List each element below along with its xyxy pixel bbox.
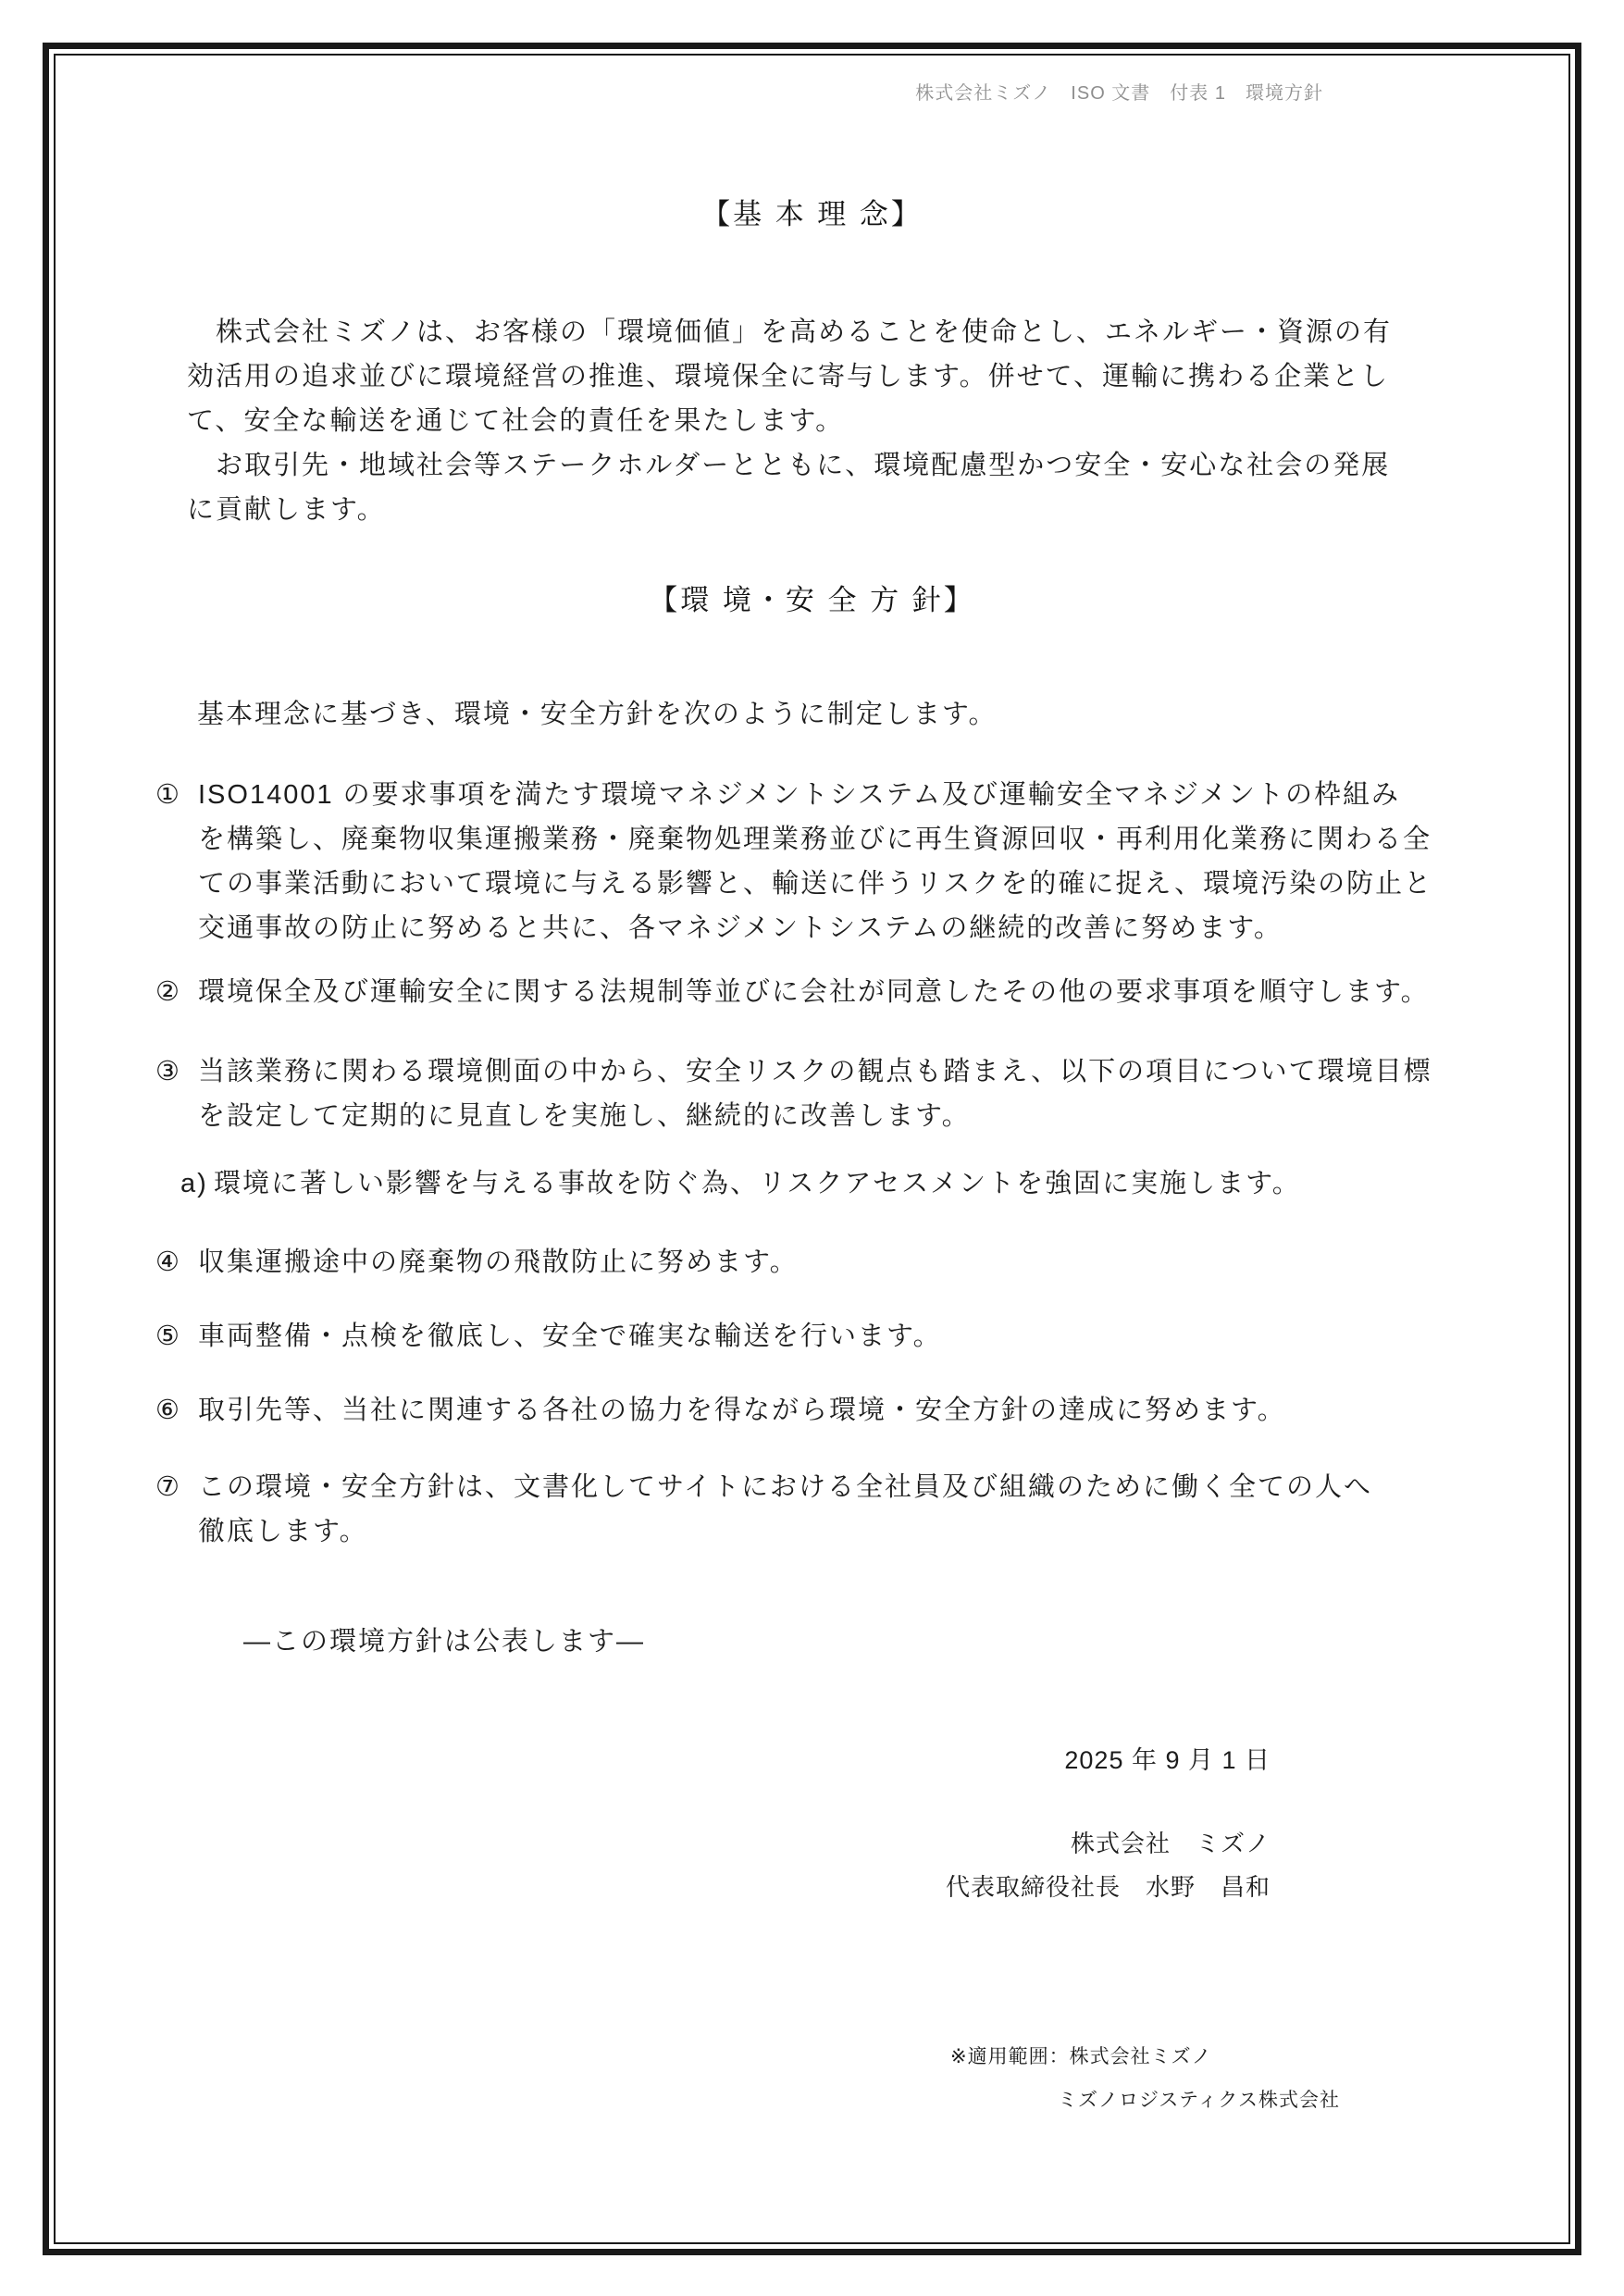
policy-item-3-line: を設定して定期的に見直しを実施し、継続的に改善します。 xyxy=(198,1101,971,1131)
publish-note: ―この環境方針は公表します― xyxy=(243,1627,646,1657)
policy-item-7-marker: ⑦ xyxy=(155,1472,181,1502)
basic-philosophy-paragraph xyxy=(187,310,1392,532)
policy-intro: 基本理念に基づき、環境・安全方針を次のように制定します。 xyxy=(197,700,998,729)
policy-item-6 xyxy=(155,1388,1286,1433)
policy-item-3a-line: 環境に著しい影響を与える事故を防ぐ為、リスクアセスメントを強固に実施します。 xyxy=(214,1169,1301,1198)
policy-item-1-marker: ① xyxy=(155,780,181,810)
policy-item-2-line: 環境保全及び運輸安全に関する法規制等並びに会社が同意したその他の要求事項を順守します。 xyxy=(198,977,1430,1007)
policy-item-1-line: ての事業活動において環境に与える影響と、輸送に伴うリスクを的確に捉え、環境汚染の防止と xyxy=(198,869,1433,899)
basic-philosophy-title: 【基 本 理 念】 xyxy=(701,198,923,230)
policy-item-5-marker: ⑤ xyxy=(155,1322,181,1351)
policy-item-6-marker: ⑥ xyxy=(155,1396,181,1425)
signoff-company: 株式会社 ミズノ xyxy=(1070,1830,1271,1857)
policy-item-3-line: 当該業務に関わる環境側面の中から、安全リスクの観点も踏まえ、以下の項目について環境目標 xyxy=(198,1057,1432,1086)
policy-item-7-line: 徹底します。 xyxy=(198,1517,368,1546)
policy-item-1-line: 交通事故の防止に努めると共に、各マネジメントシステムの継続的改善に努めます。 xyxy=(198,913,1283,943)
policy-item-4-line: 収集運搬途中の廃棄物の飛散防止に努めます。 xyxy=(198,1247,799,1277)
signoff-date: 2025 年 9 月 1 日 xyxy=(1064,1746,1271,1774)
policy-item-4 xyxy=(155,1240,799,1285)
policy-item-4-marker: ④ xyxy=(155,1247,181,1277)
paragraph-line: に貢献します。 xyxy=(187,495,386,525)
policy-item-7-line: この環境・安全方針は、文書化してサイトにおける全社員及び組織のために働く全ての人へ xyxy=(198,1472,1372,1502)
document-header-label: 株式会社ミズノ ISO 文書 付表 1 環境方針 xyxy=(915,83,1323,104)
policy-title: 【環 境・安 全 方 針】 xyxy=(649,584,975,616)
policy-item-3a xyxy=(180,1161,1301,1206)
policy-item-5 xyxy=(155,1314,942,1359)
scope-note-line2: ミズノロジスティクス株式会社 xyxy=(1058,2090,1341,2111)
policy-item-7 xyxy=(155,1465,1372,1554)
policy-item-3a-marker: a) xyxy=(180,1169,208,1198)
paragraph-line: 効活用の追求並びに環境経営の推進、環境保全に寄与します。併せて、運輸に携わる企業とし xyxy=(187,362,1390,391)
paragraph-line: て、安全な輸送を通じて社会的責任を果たします。 xyxy=(187,406,845,436)
scope-note-line1: ※適用範囲：株式会社ミズノ xyxy=(950,2046,1212,2067)
policy-item-3-marker: ③ xyxy=(155,1057,181,1086)
policy-item-1 xyxy=(155,773,1432,950)
policy-item-3 xyxy=(155,1049,1432,1138)
policy-item-1-line: ISO14001 の要求事項を満たす環境マネジメントシステム及び運輸安全マネジメントの枠組み xyxy=(198,780,1401,810)
policy-item-2 xyxy=(155,970,1430,1014)
paragraph-line: 株式会社ミズノは、お客様の「環境価値」を高めることを使命とし、エネルギー・資源の有 xyxy=(187,317,1393,347)
signoff-president: 代表取締役社長 水野 昌和 xyxy=(945,1873,1271,1901)
policy-item-5-line: 車両整備・点検を徹底し、安全で確実な輸送を行います。 xyxy=(198,1322,942,1351)
policy-item-1-line: を構築し、廃棄物収集運搬業務・廃棄物処理業務並びに再生資源回収・再利用化業務に関わる全 xyxy=(198,825,1432,854)
paragraph-line: お取引先・地域社会等ステークホルダーとともに、環境配慮型かつ安全・安心な社会の発展 xyxy=(187,451,1391,480)
policy-item-2-marker: ② xyxy=(155,977,181,1007)
policy-item-6-line: 取引先等、当社に関連する各社の協力を得ながら環境・安全方針の達成に努めます。 xyxy=(198,1396,1286,1425)
